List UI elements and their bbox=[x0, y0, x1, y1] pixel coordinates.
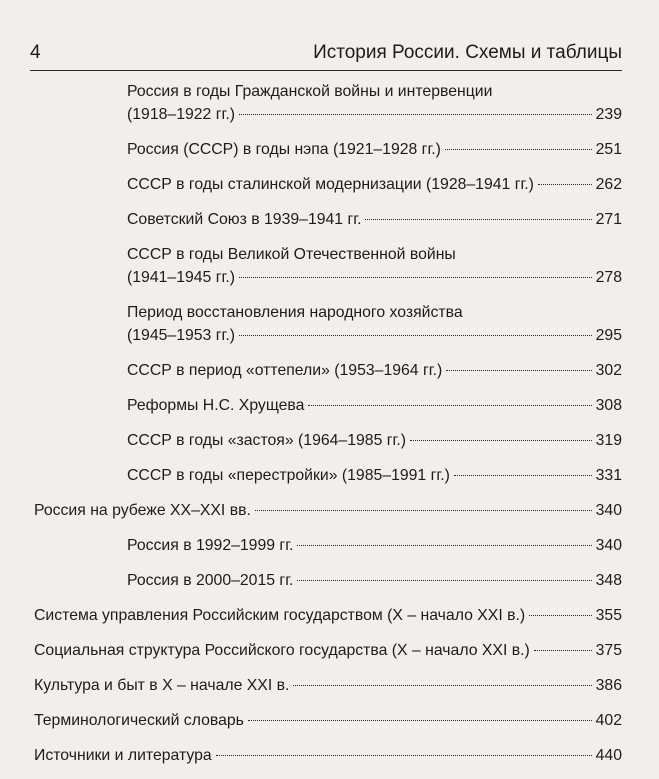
dot-leader bbox=[454, 475, 592, 476]
toc-page-number: 302 bbox=[595, 362, 622, 379]
toc-page-number: 375 bbox=[595, 642, 622, 659]
toc-entry-row bbox=[127, 138, 622, 161]
toc-entry-row bbox=[34, 744, 622, 767]
dot-leader bbox=[446, 370, 591, 371]
toc-page-number: 251 bbox=[595, 141, 622, 158]
toc-entry-title-line: СССР в годы Великой Отечественной войны bbox=[127, 246, 456, 263]
toc-entry-row bbox=[127, 173, 622, 196]
toc-entry-row bbox=[127, 103, 622, 126]
running-header bbox=[30, 38, 622, 68]
toc-entry-row bbox=[34, 639, 622, 662]
toc-page-number: 239 bbox=[595, 106, 622, 123]
toc-entry-row bbox=[127, 429, 622, 452]
toc-entry bbox=[30, 243, 622, 289]
toc-entry bbox=[30, 208, 622, 231]
toc-entry-title: Советский Союз в 1939–1941 гг. bbox=[127, 211, 362, 228]
page-number: 4 bbox=[30, 42, 41, 63]
dot-leader bbox=[297, 545, 591, 546]
toc-entry bbox=[30, 709, 622, 732]
toc-page-number: 295 bbox=[595, 327, 622, 344]
toc-page-number: 340 bbox=[595, 537, 622, 554]
toc-entry-title: Терминологический словарь bbox=[34, 712, 244, 729]
toc-entry bbox=[30, 359, 622, 382]
toc-page-number: 262 bbox=[595, 176, 622, 193]
toc-entry-title: СССР в годы «застоя» (1964–1985 гг.) bbox=[127, 432, 406, 449]
toc-entry bbox=[30, 301, 622, 347]
toc-entry-row bbox=[127, 464, 622, 487]
toc-entry bbox=[30, 138, 622, 161]
toc-entry bbox=[30, 173, 622, 196]
running-title: История России. Схемы и таблицы bbox=[313, 42, 622, 63]
toc-entry-title: Культура и быт в X – начале XXI в. bbox=[34, 677, 290, 694]
table-of-contents bbox=[30, 80, 622, 779]
toc-entry-title: Реформы Н.С. Хрущева bbox=[127, 397, 305, 414]
toc-entry-row bbox=[127, 569, 622, 592]
toc-entry-title: СССР в годы сталинской модернизации (1928–1941 гг.) bbox=[127, 176, 534, 193]
toc-entry bbox=[30, 80, 622, 126]
toc-entry-title: СССР в годы «перестройки» (1985–1991 гг.) bbox=[127, 467, 450, 484]
toc-page-number: 308 bbox=[595, 397, 622, 414]
toc-entry-row bbox=[127, 359, 622, 382]
dot-leader bbox=[216, 755, 592, 756]
toc-page-number: 331 bbox=[595, 467, 622, 484]
dot-leader bbox=[255, 510, 592, 511]
dot-leader bbox=[365, 219, 591, 220]
toc-page-number: 319 bbox=[595, 432, 622, 449]
header-rule bbox=[30, 70, 622, 71]
toc-page-number: 355 bbox=[595, 607, 622, 624]
toc-entry-title: Система управления Российским государством (X – начало XXI в.) bbox=[34, 607, 526, 624]
toc-entry-title-line: Период восстановления народного хозяйства bbox=[127, 304, 463, 321]
toc-entry-row bbox=[127, 208, 622, 231]
dot-leader bbox=[239, 277, 592, 278]
toc-entry-row bbox=[34, 499, 622, 522]
toc-entry-row bbox=[127, 324, 622, 347]
toc-entry-title: Источники и литература bbox=[34, 747, 212, 764]
toc-entry bbox=[30, 744, 622, 767]
toc-entry-title-line: Россия в годы Гражданской войны и интервенции bbox=[127, 83, 493, 100]
dot-leader bbox=[297, 580, 591, 581]
dot-leader bbox=[248, 720, 592, 721]
dot-leader bbox=[410, 440, 592, 441]
toc-entry-row bbox=[34, 674, 622, 697]
toc-entry-title: СССР в период «оттепели» (1953–1964 гг.) bbox=[127, 362, 443, 379]
toc-entry bbox=[30, 534, 622, 557]
toc-entry-row bbox=[34, 709, 622, 732]
toc-page-number: 278 bbox=[595, 269, 622, 286]
toc-entry-title: Россия (СССР) в годы нэпа (1921–1928 гг.) bbox=[127, 141, 441, 158]
toc-page-number: 440 bbox=[595, 747, 622, 764]
toc-entry-row bbox=[127, 534, 622, 557]
toc-entry-title: Россия в 2000–2015 гг. bbox=[127, 572, 294, 589]
dot-leader bbox=[308, 405, 591, 406]
toc-entry-title: Россия в 1992–1999 гг. bbox=[127, 537, 294, 554]
dot-leader bbox=[529, 615, 591, 616]
toc-page-number: 348 bbox=[595, 572, 622, 589]
toc-page-number: 386 bbox=[595, 677, 622, 694]
toc-entry bbox=[30, 394, 622, 417]
toc-page-number: 340 bbox=[595, 502, 622, 519]
toc-entry-title: (1945–1953 гг.) bbox=[127, 327, 235, 344]
toc-entry bbox=[30, 604, 622, 627]
dot-leader bbox=[538, 184, 592, 185]
dot-leader bbox=[239, 114, 592, 115]
toc-entry bbox=[30, 674, 622, 697]
toc-entry-row bbox=[127, 394, 622, 417]
toc-entry-title: Россия на рубеже XX–XXI вв. bbox=[34, 502, 251, 519]
dot-leader bbox=[239, 335, 592, 336]
dot-leader bbox=[534, 650, 592, 651]
toc-entry-row bbox=[127, 266, 622, 289]
dot-leader bbox=[445, 149, 592, 150]
toc-entry-title: (1918–1922 гг.) bbox=[127, 106, 235, 123]
toc-page-number: 402 bbox=[595, 712, 622, 729]
toc-entry bbox=[30, 569, 622, 592]
toc-entry bbox=[30, 499, 622, 522]
toc-entry-title: (1941–1945 гг.) bbox=[127, 269, 235, 286]
toc-entry bbox=[30, 464, 622, 487]
toc-entry bbox=[30, 639, 622, 662]
toc-page-number: 271 bbox=[595, 211, 622, 228]
dot-leader bbox=[293, 685, 591, 686]
toc-entry-title: Социальная структура Российского государства (X – начало XXI в.) bbox=[34, 642, 530, 659]
toc-entry-row bbox=[34, 604, 622, 627]
toc-entry bbox=[30, 429, 622, 452]
